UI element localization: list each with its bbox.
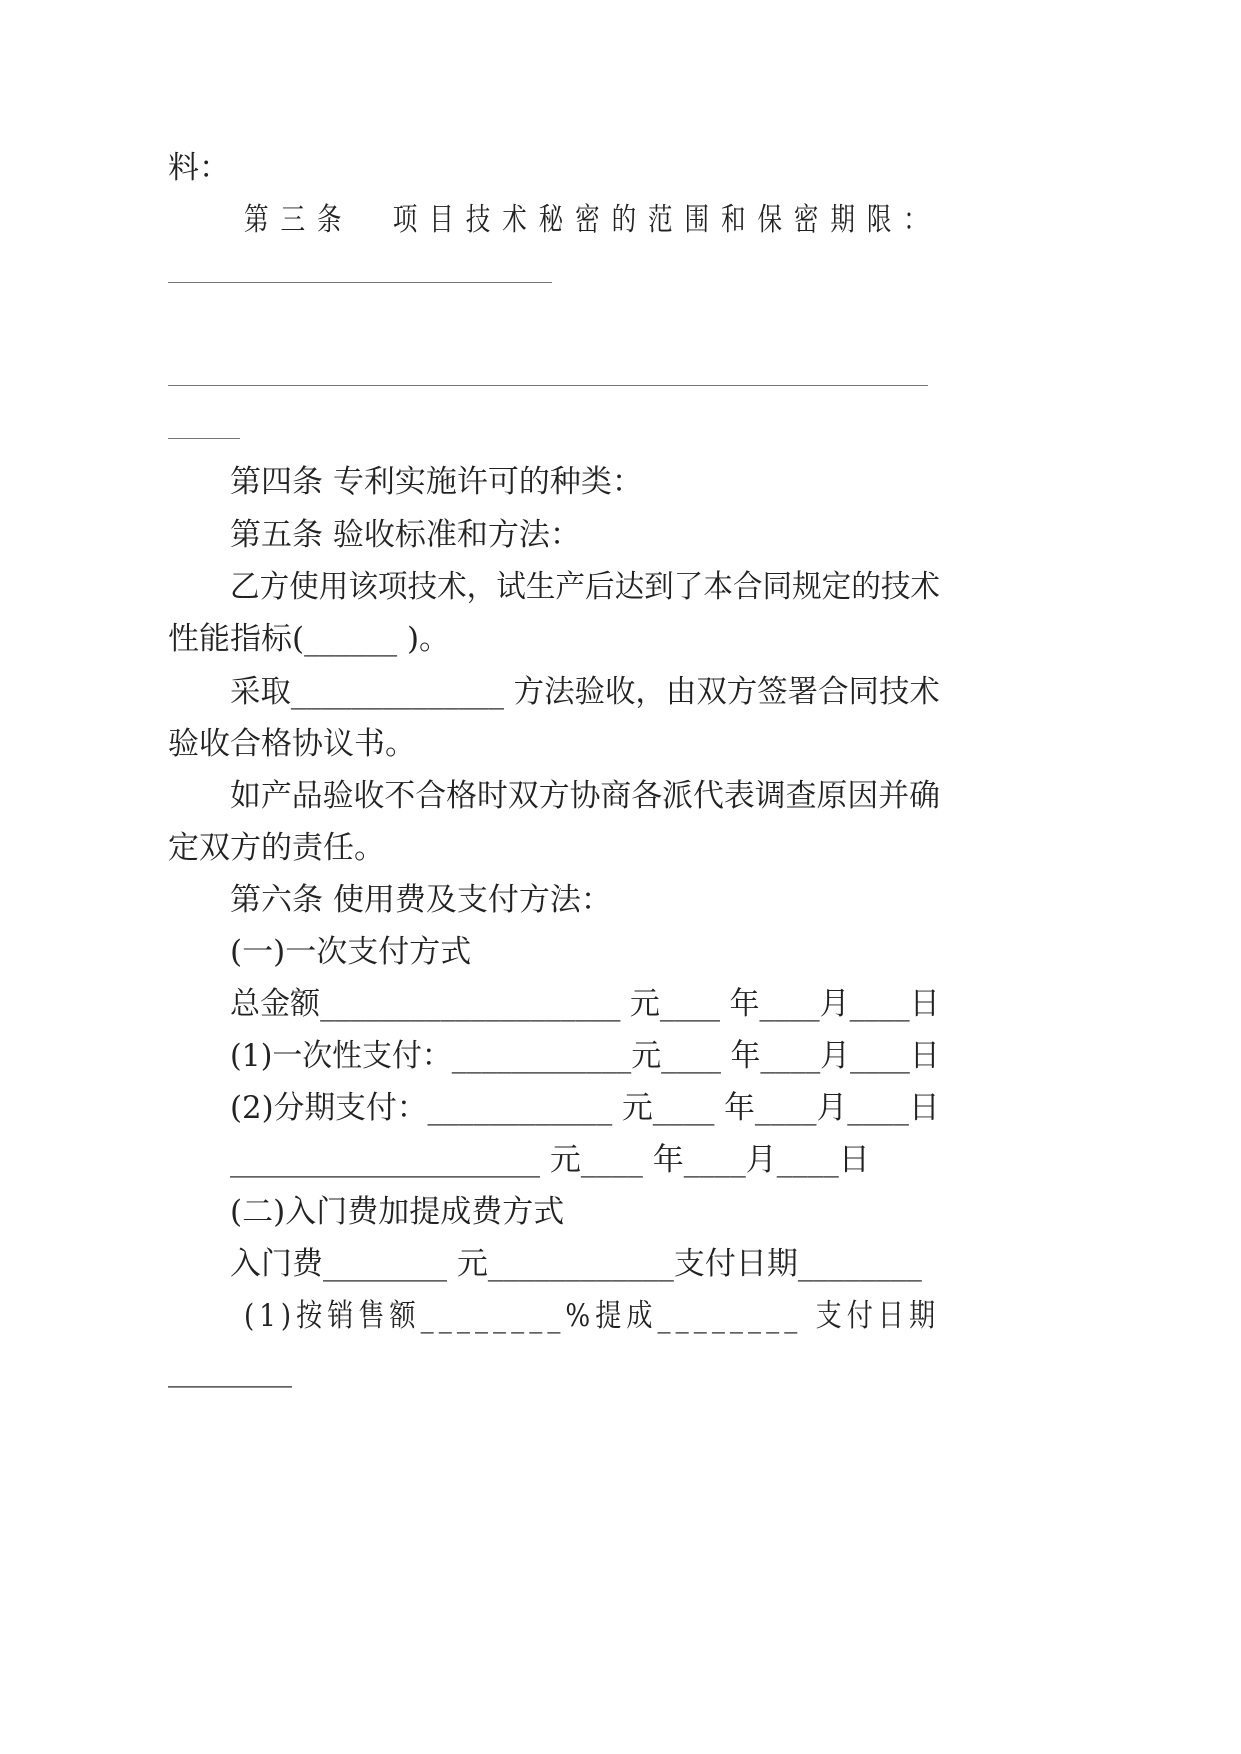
text-line: ________ xyxy=(168,1352,292,1388)
section-heading: (一)一次支付方式 xyxy=(230,934,472,970)
text-line: 定双方的责任。 xyxy=(168,830,385,866)
text-line: 如产品验收不合格时双方协商各派代表调查原因并确 xyxy=(230,778,940,814)
text-line: 验收合格协议书。 xyxy=(168,726,416,762)
text-line: 性能指标(______ )。 xyxy=(168,621,451,657)
article-5-heading: 第五条 验收标准和方法： xyxy=(230,517,581,553)
article-6-heading: 第六条 使用费及支付方法： xyxy=(230,882,612,918)
text-line: (2)分期支付：____________ 元____ 年____月____日 xyxy=(230,1090,940,1126)
blank-underline xyxy=(168,438,240,439)
text-line: 入门费________ 元____________支付日期________ xyxy=(230,1246,922,1282)
text-line: ____________________ 元____ 年____月____日 xyxy=(230,1142,870,1178)
text-line: 采取______________ 方法验收，由双方签署合同技术 xyxy=(230,674,940,710)
section-heading: (二)入门费加提成费方式 xyxy=(230,1194,565,1230)
blank-underline xyxy=(168,282,552,283)
text-line: (1)一次性支付：____________元____ 年____月____日 xyxy=(230,1038,940,1074)
text-line: (1)按销售额________%提成________ 支付日期 xyxy=(244,1298,941,1334)
article-4-heading: 第四条 专利实施许可的种类： xyxy=(230,464,643,500)
blank-underline xyxy=(168,385,928,386)
text-line: 乙方使用该项技术，试生产后达到了本合同规定的技术 xyxy=(230,569,940,605)
text-line: 总金额____________________ 元____ 年____月____日 xyxy=(230,986,940,1022)
article-3-heading: 第三条 项目技术秘密的范围和保密期限： xyxy=(244,202,940,238)
text-line: 料： xyxy=(168,150,230,186)
